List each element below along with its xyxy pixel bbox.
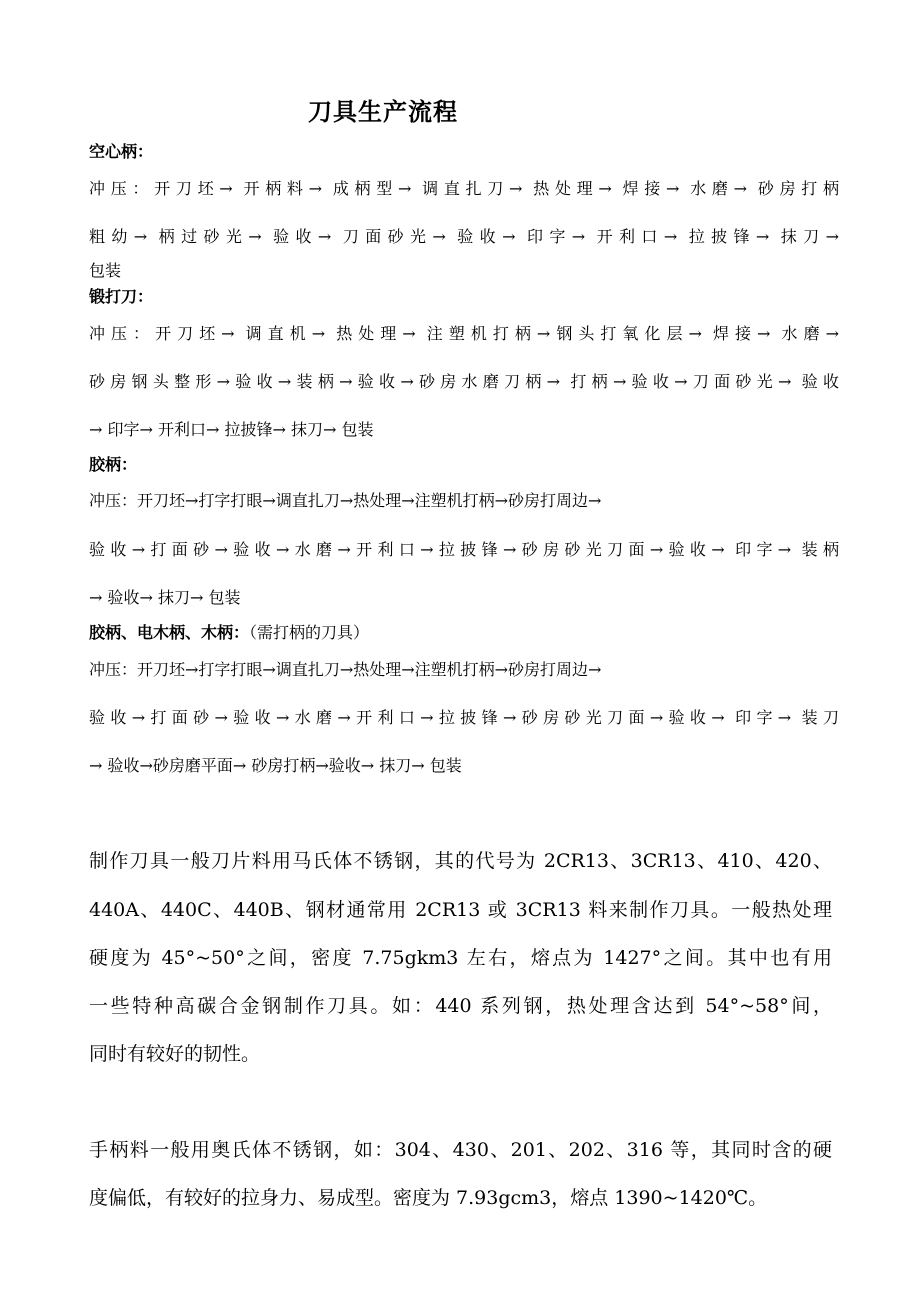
process-line: → 验收→砂房磨平面→ 砂房打柄→验收→ 抹刀→ 包装 bbox=[89, 756, 462, 775]
process-line: 冲压：开刀坯→打字打眼→调直扎刀→热处理→注塑机打柄→砂房打周边→ bbox=[89, 491, 602, 510]
paragraph-line: 硬度为 45°~50°之间，密度 7.75gkm3 左右，熔点为 1427°之间。其中也有用 bbox=[89, 947, 832, 969]
process-line: 冲压：开刀坯→ 开柄料→ 成柄型→ 调直扎刀→ 热处理→ 焊接→ 水磨→ 砂房打柄 bbox=[89, 179, 839, 198]
page-title: 刀具生产流程 bbox=[308, 98, 458, 126]
section-heading-label: 胶柄、电木柄、木柄： bbox=[89, 623, 250, 642]
process-line: → 印字→ 开利口→ 拉披锋→ 抹刀→ 包装 bbox=[89, 420, 374, 439]
paragraph-line: 度偏低，有较好的拉身力、易成型。密度为 7.93gcm3，熔点 1390~1420℃。 bbox=[89, 1187, 768, 1209]
paragraph-line: 一些特种高碳合金钢制作刀具。如：440 系列钢，热处理含达到 54°~58°间， bbox=[89, 995, 832, 1017]
process-line: → 验收→ 抹刀→ 包装 bbox=[89, 588, 241, 607]
process-line: 粗幼→ 柄过砂光→ 验收→ 刀面砂光→ 验收→ 印字→ 开利口→ 拉披锋→ 抹刀→ bbox=[89, 227, 839, 246]
process-line: 冲压：开刀坯→打字打眼→调直扎刀→热处理→注塑机打柄→砂房打周边→ bbox=[89, 660, 602, 679]
section-heading-hollow-handle: 空心柄： bbox=[89, 142, 154, 161]
process-line: 验收→打面砂→验收→水磨→开利口→拉披锋→砂房砂光刀面→验收→ 印字→ 装刀 bbox=[89, 708, 839, 727]
process-line: 验收→打面砂→验收→水磨→开利口→拉披锋→砂房砂光刀面→验收→ 印字→ 装柄 bbox=[89, 540, 839, 559]
section-heading-plastic-handle: 胶柄： bbox=[89, 455, 138, 474]
paragraph-line: 制作刀具一般刀片料用马氏体不锈钢，其的代号为 2CR13、3CR13、410、420、 bbox=[89, 850, 832, 872]
section-heading-note: （需打柄的刀具） bbox=[249, 623, 370, 642]
paragraph-line: 440A、440C、440B、钢材通常用 2CR13 或 3CR13 料来制作刀具。一般热处理 bbox=[89, 899, 832, 921]
section-heading-mixed-handles bbox=[89, 620, 369, 643]
section-heading-forged-knife: 锻打刀： bbox=[89, 287, 154, 306]
paragraph-line: 手柄料一般用奥氏体不锈钢，如：304、430、201、202、316 等，其同时含的硬 bbox=[89, 1139, 832, 1161]
process-line: 砂房钢头整形→验收→装柄→验收→砂房水磨刀柄→ 打柄→验收→刀面砂光→ 验收 bbox=[89, 372, 839, 391]
process-line: 包装 bbox=[89, 261, 122, 280]
paragraph-line: 同时有较好的韧性。 bbox=[89, 1043, 261, 1065]
process-line: 冲压：开刀坯→ 调直机→ 热处理→ 注塑机打柄→钢头打氧化层→ 焊接→ 水磨→ bbox=[89, 324, 839, 343]
